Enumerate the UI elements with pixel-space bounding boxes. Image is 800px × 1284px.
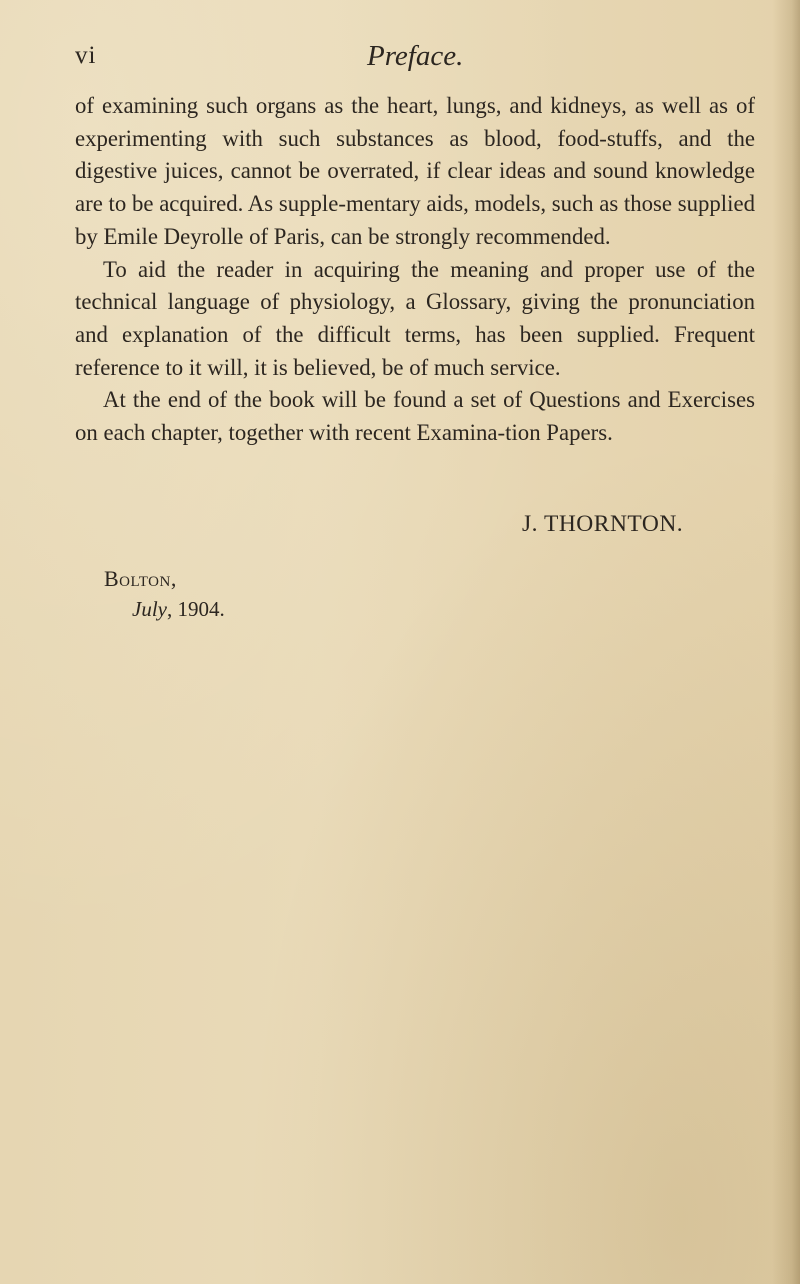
place-line: Bolton, [104,566,177,591]
paragraph-continued: of examining such organs as the heart, lungs, and kidneys, as well as of experimenting with such substances as blood, food-stuffs, and the digestive juices, cannot be overrated, if clear ideas and sound knowledge are to be acquired. As supple-mentary aids, models, such as those supplied by Emile Deyrolle of Paris, can be strongly recommended. [75,93,755,249]
paragraph-questions: At the end of the book will be found a set of Questions and Exercises on each chapter, together with recent Examina-tion Papers. [75,387,755,446]
date-year: , 1904. [166,597,225,621]
date-line [132,597,225,622]
paragraph-glossary: To aid the reader in acquiring the meaning and proper use of the technical language of physiology, a Glossary, giving the pronunciation and explanation of the difficult terms, has been supplied. Frequent reference to it will, it is believed, be of much service. [75,256,755,380]
author-signature: J. THORNTON. [522,511,684,537]
preface-body [75,90,755,450]
running-head-title: Preface. [367,40,464,72]
running-head [75,42,760,82]
page-edge-shadow [772,0,800,1284]
date-month: July [132,597,167,621]
page-number: vi [75,42,97,69]
